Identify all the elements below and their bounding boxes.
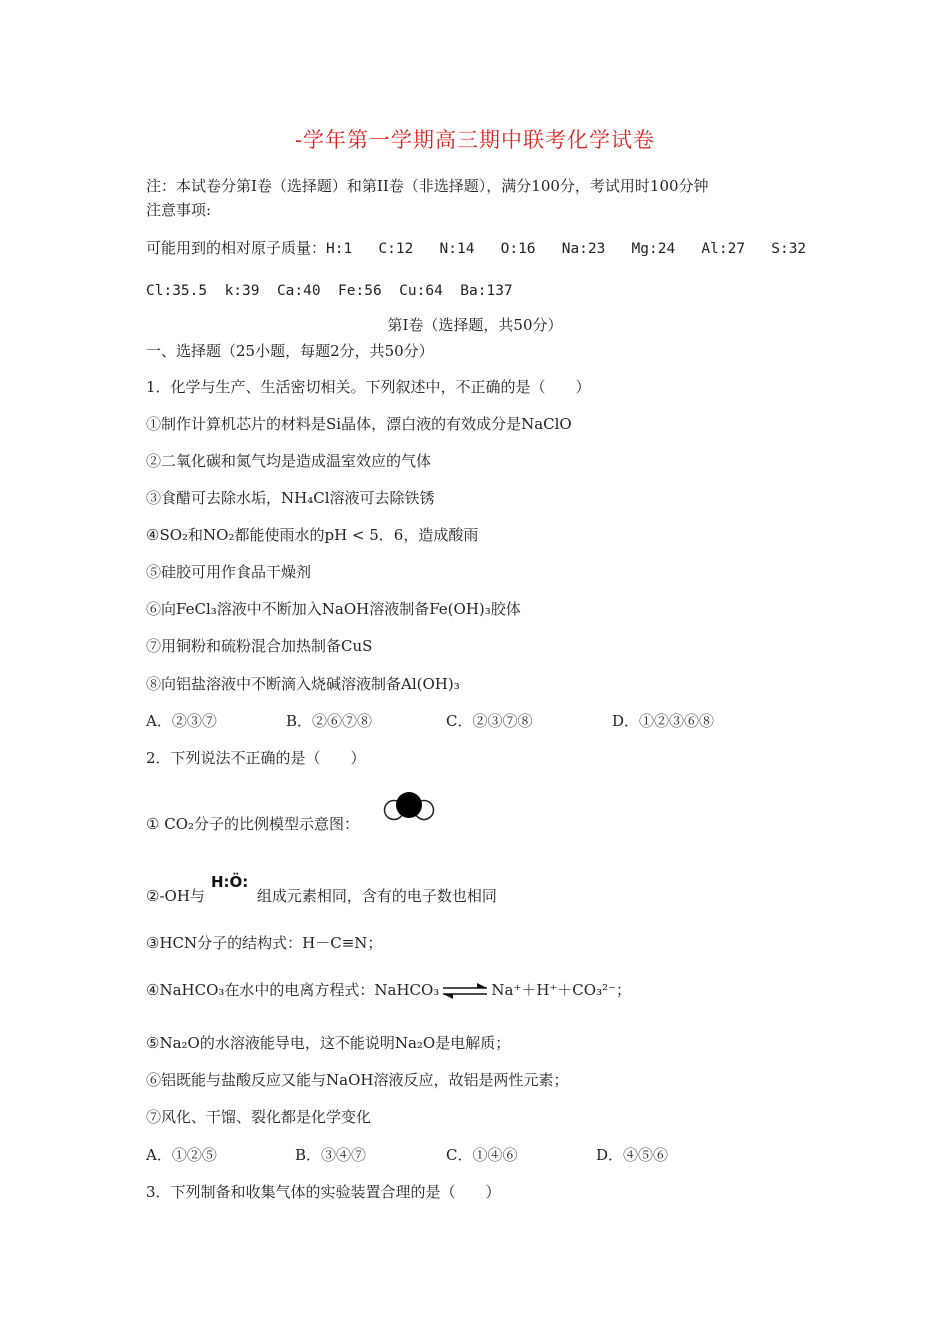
q2-item-7: ⑦风化、干馏、裂化都是化学变化 — [146, 1108, 372, 1126]
q1-item-4: ④SO₂和NO₂都能使雨水的pH < 5．6，造成酸雨 — [146, 526, 479, 544]
atomic-mass-values-1: H:1 C:12 N:14 O:16 Na:23 Mg:24 Al:27 S:32 — [326, 241, 807, 257]
q2-item-4-post: Na⁺＋H⁺＋CO₃²⁻； — [491, 981, 632, 999]
q2-item-2-post: 组成元素相同，含有的电子数也相同 — [256, 887, 497, 905]
hydroxide-electron-formula: H:Ö: — [211, 873, 249, 891]
q2-stem: 2．下列说法不正确的是（ ） — [146, 749, 366, 767]
q1-option-c[interactable]: C．②③⑦⑧ — [446, 712, 533, 730]
q1-item-2: ②二氧化碳和氮气均是造成温室效应的气体 — [146, 452, 432, 470]
q1-stem: 1．化学与生产、生活密切相关。下列叙述中，不正确的是（ ） — [146, 378, 591, 396]
q1-item-3: ③食醋可去除水垢，NH₄Cl溶液可去除铁锈 — [146, 489, 435, 507]
q1-item-6: ⑥向FeCl₃溶液中不断加入NaOH溶液制备Fe(OH)₃胶体 — [146, 600, 521, 618]
q1-option-b[interactable]: B．②⑥⑦⑧ — [286, 712, 373, 730]
note-line: 注：本试卷分第Ⅰ卷（选择题）和第II卷（非选择题），满分100分，考试用时100分钟 — [146, 177, 709, 195]
q2-item-2-pre: ②-OH与 — [146, 887, 205, 905]
carbon-atom — [396, 792, 422, 818]
reversible-arrow-icon — [441, 981, 489, 1001]
q1-item-8: ⑧向铝盐溶液中不断滴入烧碱溶液制备Al(OH)₃ — [146, 675, 460, 693]
q2-item-2 — [146, 886, 497, 906]
q2-item-6: ⑥铝既能与盐酸反应又能与NaOH溶液反应，故铝是两性元素； — [146, 1071, 569, 1089]
q2-item-1 — [146, 814, 359, 834]
q1-option-a[interactable]: A．②③⑦ — [146, 712, 217, 730]
q2-option-c[interactable]: C．①④⑥ — [446, 1146, 518, 1164]
q2-option-a[interactable]: A．①②⑤ — [146, 1146, 217, 1164]
q2-option-d[interactable]: D．④⑤⑥ — [596, 1146, 669, 1164]
section-heading: 第Ⅰ卷（选择题，共50分） — [387, 316, 563, 334]
q2-item-1-text: ① CO₂分子的比例模型示意图： — [146, 815, 360, 833]
q2-item-3: ③HCN分子的结构式：H－C≡N； — [146, 934, 383, 952]
atomic-mass-intro: 可能用到的相对原子质量： — [146, 239, 327, 257]
q1-item-1: ①制作计算机芯片的材料是Si晶体，漂白液的有效成分是NaClO — [146, 415, 572, 433]
q2-option-b[interactable]: B．③④⑦ — [295, 1146, 367, 1164]
q2-item-4-pre: ④NaHCO₃在水中的电离方程式：NaHCO₃ — [146, 981, 440, 999]
q1-item-5: ⑤硅胶可用作食品干燥剂 — [146, 563, 312, 581]
atomic-mass-row-2: Cl:35.5 k:39 Ca:40 Fe:56 Cu:64 Ba:137 — [146, 283, 513, 299]
part-heading: 一、选择题（25小题，每题2分，共50分） — [146, 342, 434, 360]
notice-heading: 注意事项: — [146, 201, 212, 219]
q1-item-7: ⑦用铜粉和硫粉混合加热制备CuS — [146, 637, 373, 655]
exam-title: -学年第一学期高三期中联考化学试卷 — [294, 128, 656, 152]
atomic-mass-row-1 — [146, 238, 806, 259]
q3-stem: 3．下列制备和收集气体的实验装置合理的是（ ） — [146, 1183, 501, 1201]
q1-option-d[interactable]: D．①②③⑥⑧ — [612, 712, 715, 730]
co2-space-filling-model-image — [382, 790, 438, 822]
q2-item-4 — [146, 980, 631, 1001]
q2-item-5: ⑤Na₂O的水溶液能导电，这不能说明Na₂O是电解质； — [146, 1034, 511, 1052]
